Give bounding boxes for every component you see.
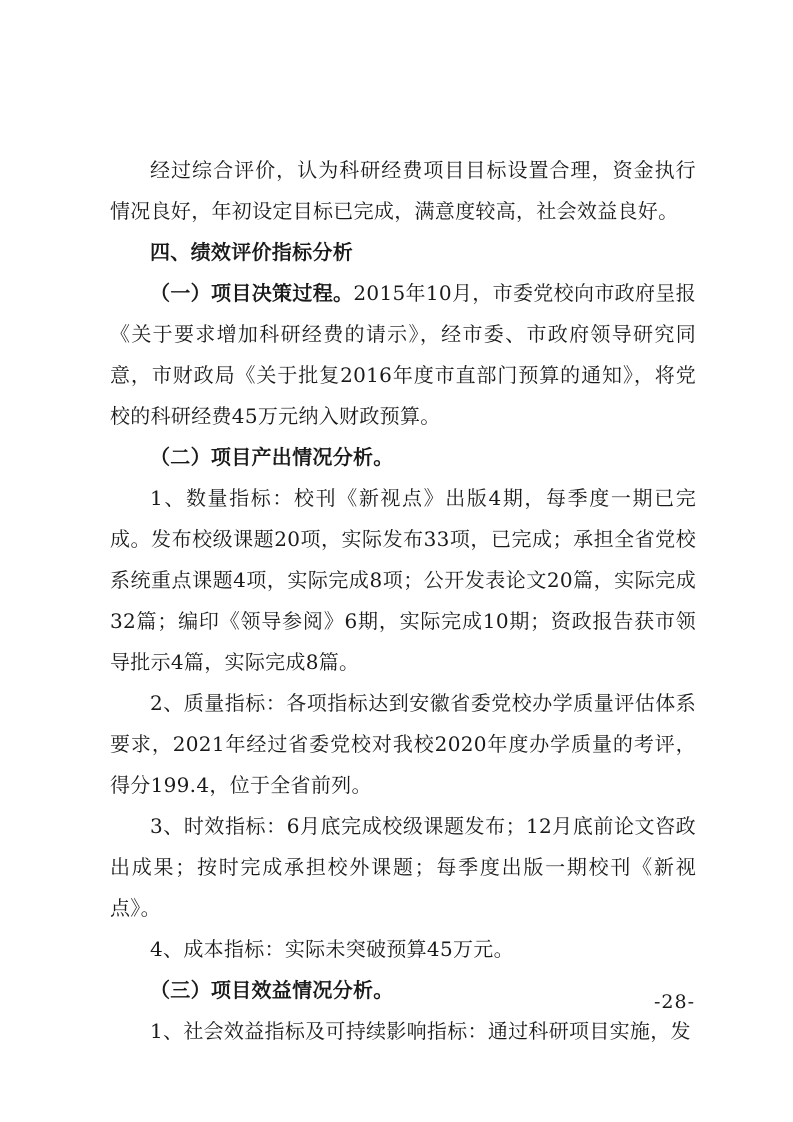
- paragraph-decision-process: [110, 273, 696, 437]
- paragraph-quality-indicator: 2、质量指标：各项指标达到安徽省委党校办学质量评估体系要求，2021年经过省委党校对我校2020年度办学质量的考评，得分199.4，位于全省前列。: [110, 691, 696, 797]
- paragraph-timeliness-indicator: 3、时效指标：6月底完成校级课题发布；12月底前论文咨政出成果；按时完成承担校外课题；每季度出版一期校刊《新视点》。: [110, 814, 696, 920]
- subheading-output-analysis: （二）项目产出情况分析。: [150, 445, 394, 469]
- paragraph-cost-indicator: 4、成本指标：实际未突破预算45万元。: [150, 937, 514, 961]
- paragraph-evaluation-summary: 经过综合评价，认为科研经费项目目标设置合理，资金执行情况良好，年初设定目标已完成，满意度较高，社会效益良好。: [110, 158, 696, 223]
- paragraph-decision-process-text: 2015年10月，市委党校向市政府呈报《关于要求增加科研经费的请示》，经市委、市政府领导研究同意，市财政局《关于批复2016年度市直部门预算的通知》，将党校的科研经费45万元纳入财政预算。: [110, 281, 696, 428]
- paragraph-social-benefit: 1、社会效益指标及可持续影响指标：通过科研项目实施，发: [150, 1019, 691, 1043]
- subheading-benefit-analysis: （三）项目效益情况分析。: [150, 978, 394, 1002]
- paragraph-quantity-indicator: 1、数量指标：校刊《新视点》出版4期，每季度一期已完成。发布校级课题20项，实际发布33项，已完成；承担全省党校系统重点课题4项，实际完成8项；公开发表论文20篇，实际完成32篇；编印《领导参阅》6期，实际完成10期；资政报告获市领导批示4篇，实际完成8篇。: [110, 486, 696, 674]
- page-number: -28-: [653, 991, 695, 1013]
- section-heading-indicator-analysis: 四、绩效评价指标分析: [150, 240, 353, 264]
- subheading-decision-process: （一）项目决策过程。: [150, 281, 354, 305]
- document-body: [110, 150, 696, 1052]
